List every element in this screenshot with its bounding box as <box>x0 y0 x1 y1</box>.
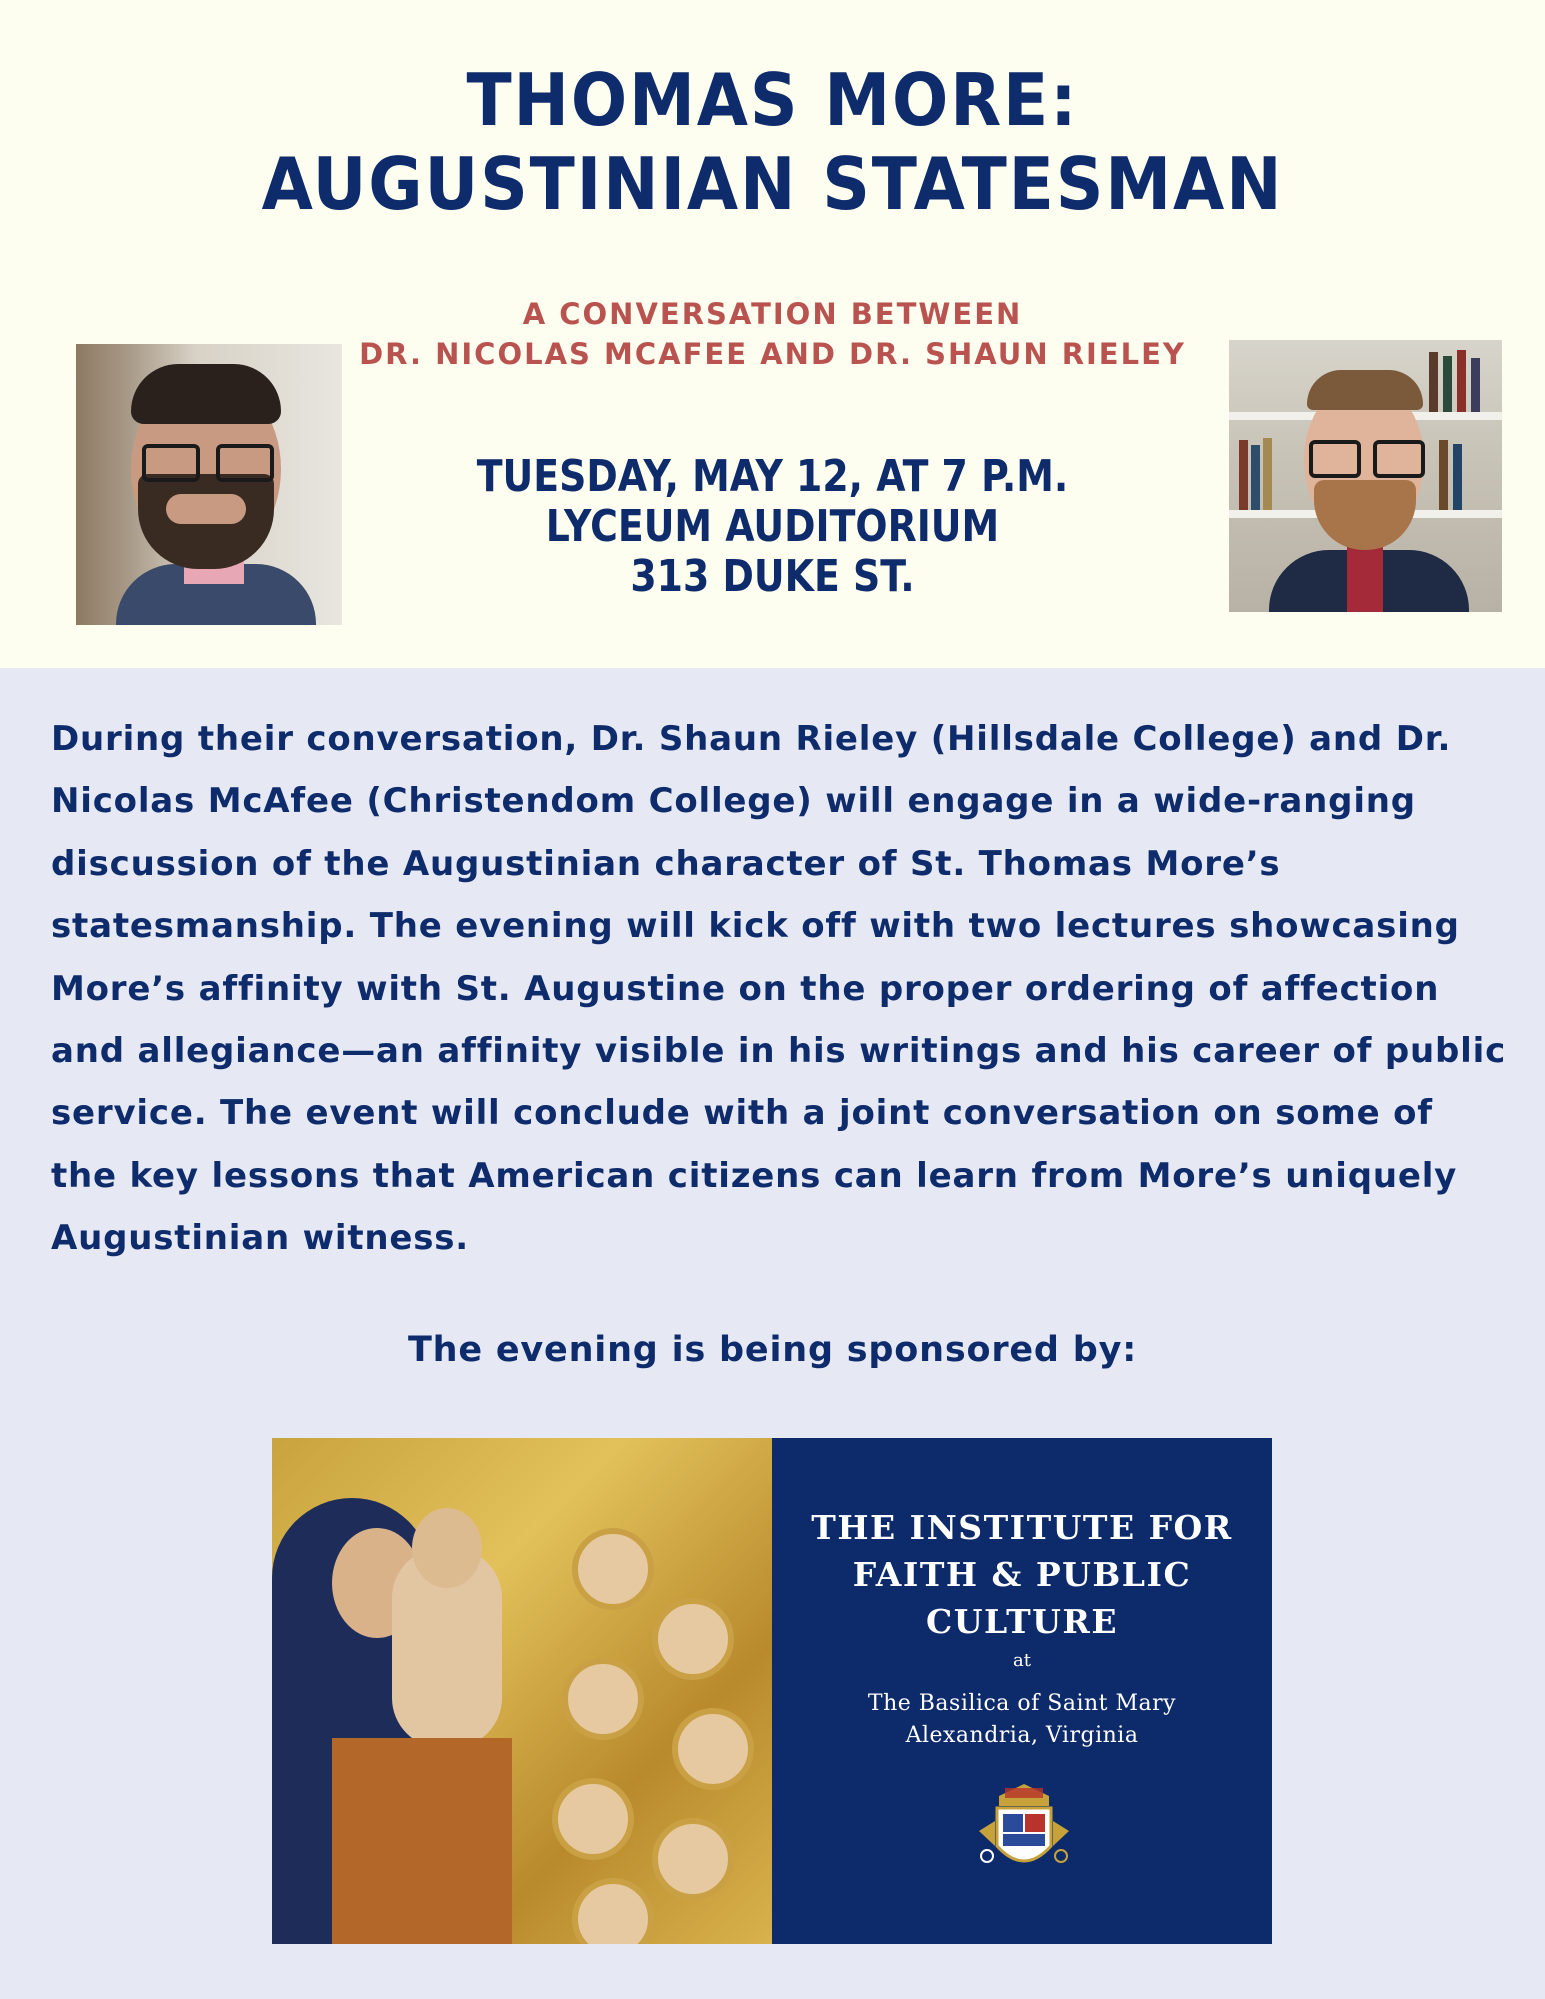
institute-location <box>772 1688 1272 1752</box>
institute-name-line-3: CULTURE <box>926 1602 1118 1641</box>
speaker-photo-mcafee <box>76 344 342 625</box>
event-venue: LYCEUM AUDITORIUM <box>545 501 1000 552</box>
institute-name-line-2: FAITH & PUBLIC <box>852 1555 1192 1594</box>
institute-at: at <box>1013 1650 1031 1671</box>
institute-name-line-1: THE INSTITUTE FOR <box>811 1508 1233 1547</box>
event-description: During their conversation, Dr. Shaun Rieley (Hillsdale College) and Dr. Nicolas McAfee (Christendom College) will engage in a wide-ranging discussion of the Augustinian character of St. Thomas More’s statesmanship. The evening will kick off with two lectures showcasing More’s affinity with St. Augustine on the proper ordering of affection and allegiance—an affinity visible in his writings and his career of public service. The event will conclude with a joint conversation on some of the key lessons that American citizens can learn from More’s uniquely Augustinian witness. <box>51 719 1507 1259</box>
event-title <box>62 58 1483 226</box>
basilica-crest-icon <box>969 1776 1079 1886</box>
institute-panel <box>772 1438 1272 1944</box>
title-line-2: AUGUSTINIAN STATESMAN <box>261 142 1284 226</box>
subtitle-line-1: A CONVERSATION BETWEEN <box>522 297 1023 331</box>
subtitle-line-2: DR. NICOLAS MCAFEE AND DR. SHAUN RIELEY <box>359 337 1186 371</box>
speaker-photo-rieley <box>1229 340 1502 612</box>
title-line-1: THOMAS MORE: <box>466 58 1079 142</box>
institute-location-line-2: Alexandria, Virginia <box>905 1723 1139 1748</box>
madonna-painting <box>272 1438 772 1944</box>
event-subtitle <box>300 294 1245 374</box>
event-date: TUESDAY, MAY 12, AT 7 P.M. <box>476 451 1069 502</box>
event-address: 313 DUKE ST. <box>630 551 915 602</box>
sponsor-intro: The evening is being sponsored by: <box>407 1330 1138 1370</box>
event-details <box>435 452 1110 602</box>
institute-name <box>772 1504 1272 1645</box>
sponsor-banner <box>272 1438 1272 1944</box>
institute-location-line-1: The Basilica of Saint Mary <box>867 1691 1177 1716</box>
